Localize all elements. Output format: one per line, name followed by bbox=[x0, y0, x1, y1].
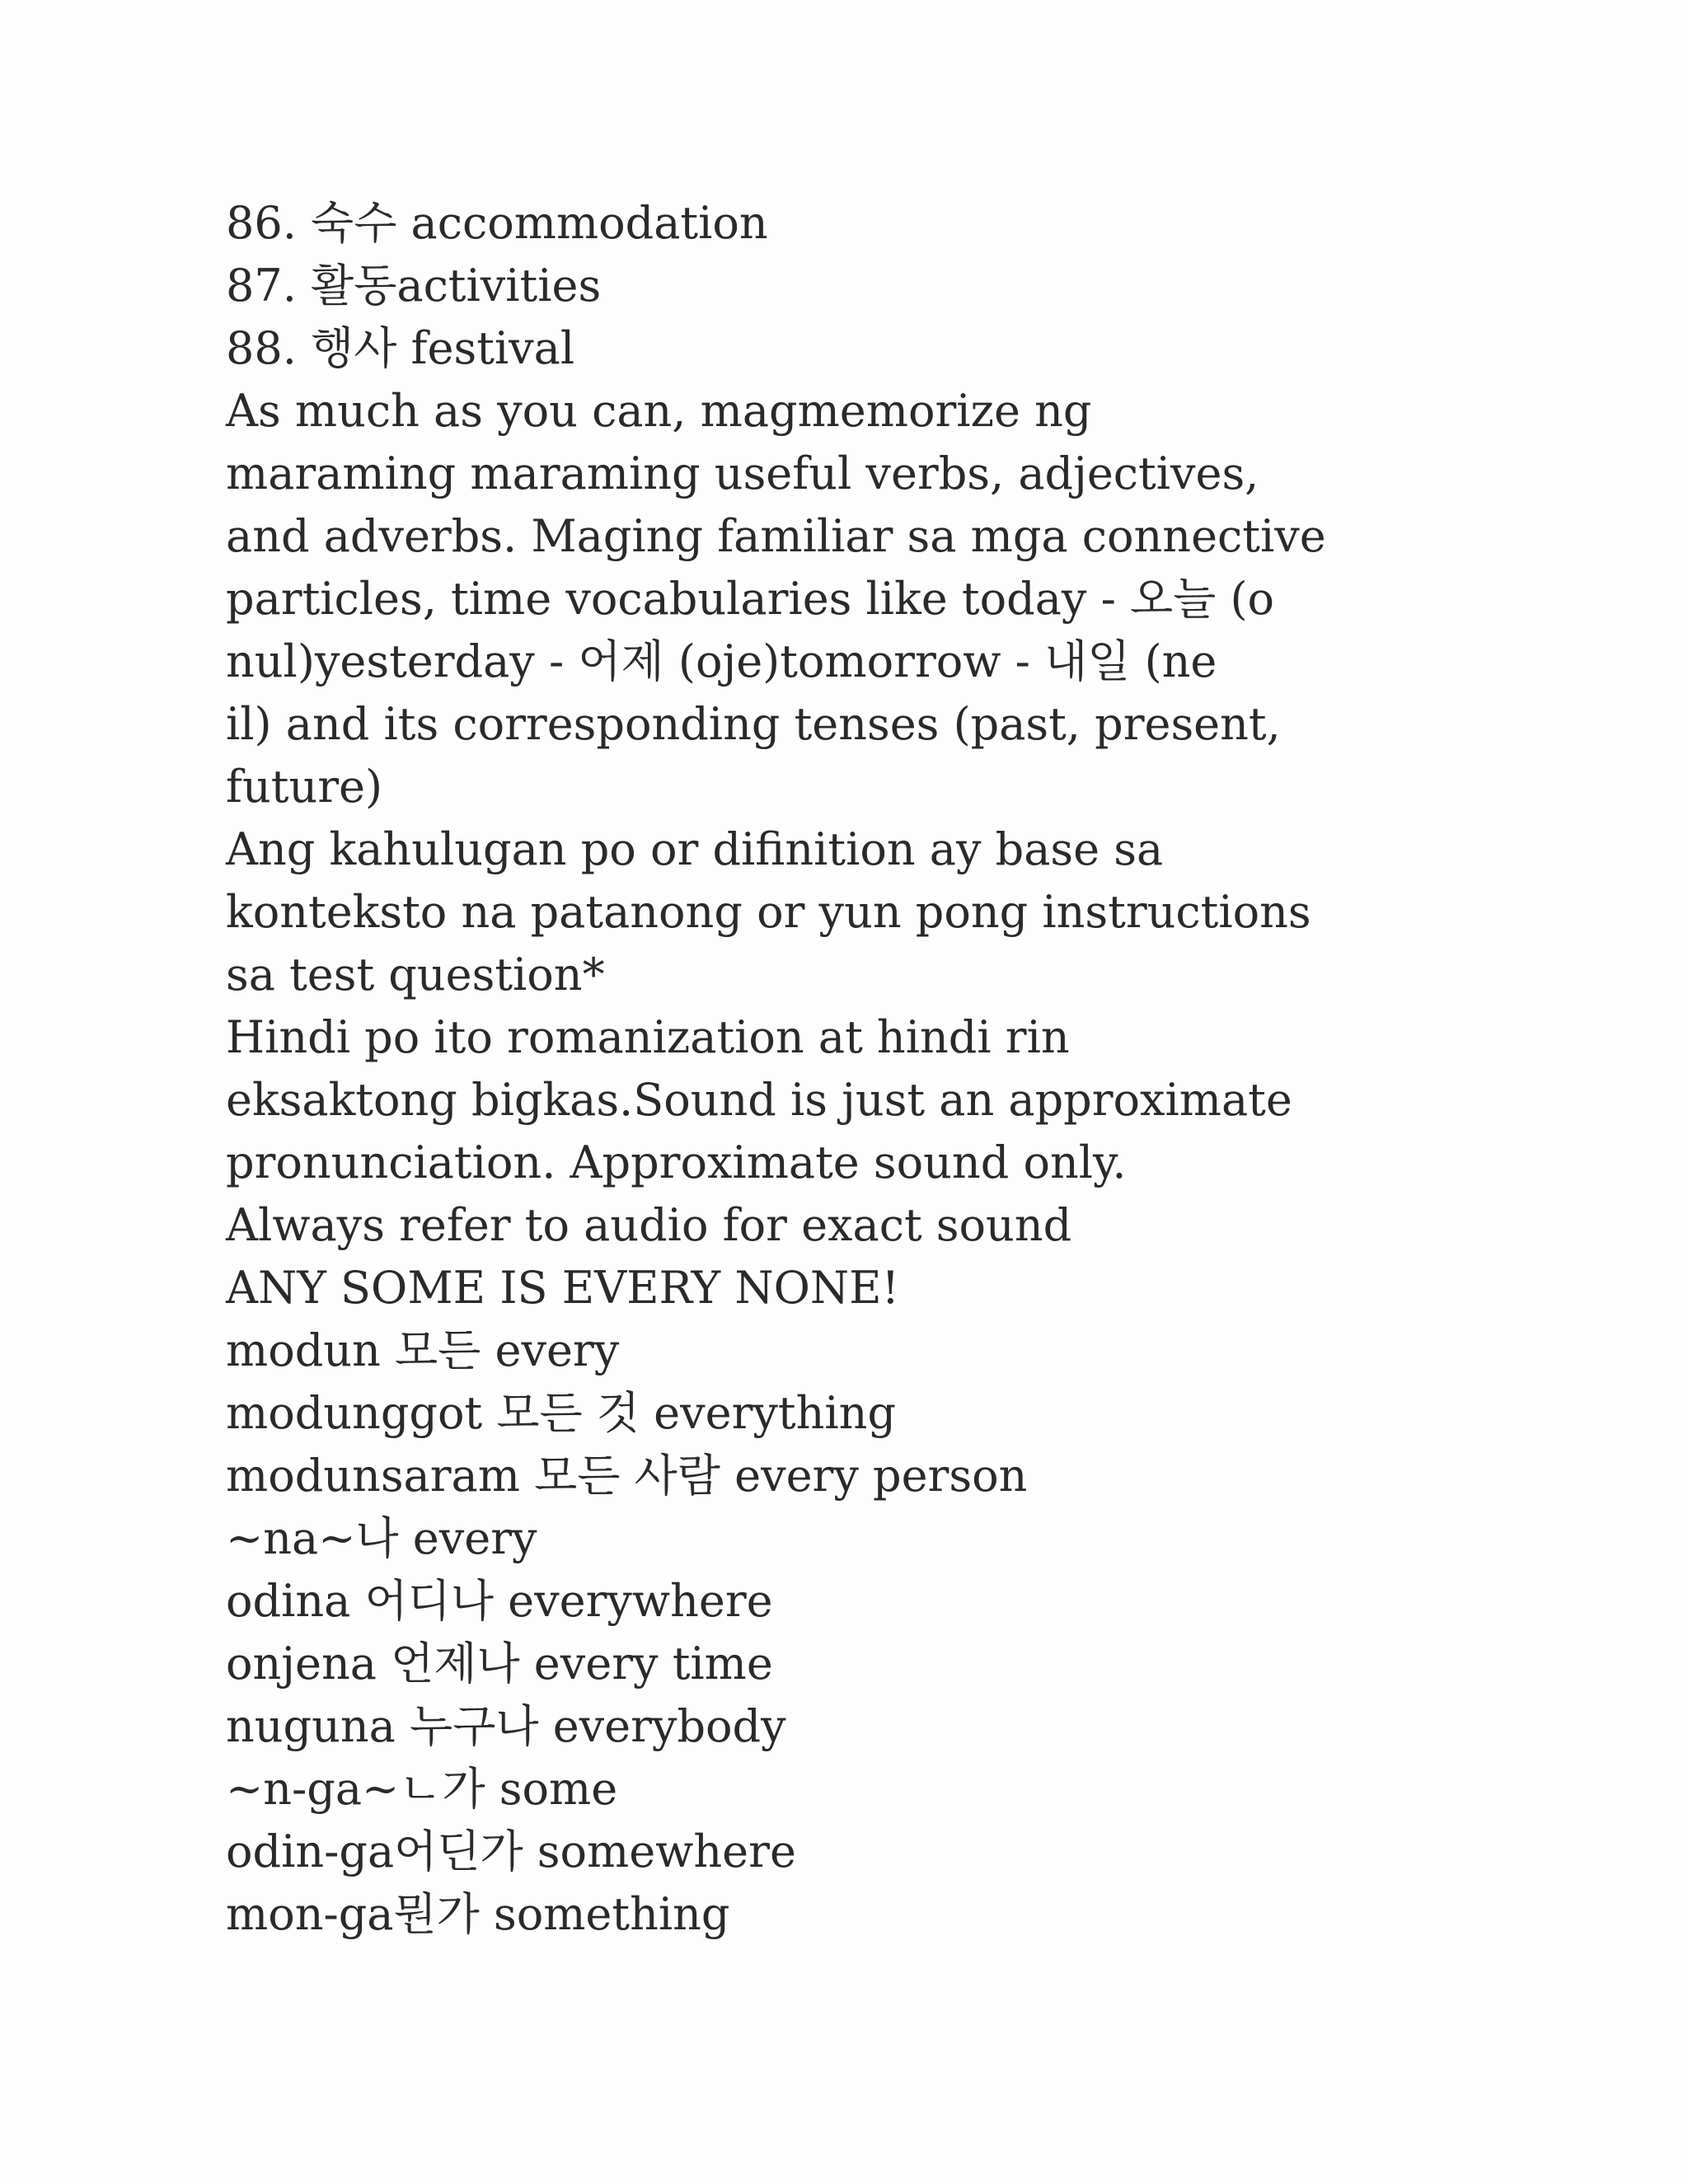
text-line-88-festival: 88. 행사 festival bbox=[226, 322, 575, 374]
text-line-87-activities: 87. 활동activities bbox=[226, 260, 602, 312]
vocabulary-notes bbox=[226, 192, 1479, 1946]
vocab-entry-every-person: modunsaram 모든 사람 every person bbox=[226, 1450, 1028, 1502]
paragraph-definition-line-1: Ang kahulugan po or difinition ay base sa bbox=[226, 823, 1164, 875]
paragraph-definition-line-2: konteksto na patanong or yun pong instructions bbox=[226, 886, 1311, 938]
vocab-entry-everywhere: odina 어디나 everywhere bbox=[226, 1575, 773, 1627]
paragraph-memorize-line-5: nul)yesterday - 어제 (oje)tomorrow - 내일 (ne bbox=[226, 635, 1217, 687]
paragraph-pronunciation-line-4: Always refer to audio for exact sound bbox=[226, 1199, 1072, 1251]
paragraph-pronunciation-line-2: eksaktong bigkas.Sound is just an approximate bbox=[226, 1074, 1292, 1126]
section-heading: ANY SOME IS EVERY NONE! bbox=[226, 1262, 900, 1314]
vocab-entry-every-time: onjena 언제나 every time bbox=[226, 1638, 773, 1690]
paragraph-definition-line-3: sa test question* bbox=[226, 949, 605, 1001]
paragraph-memorize-line-1: As much as you can, magmemorize ng bbox=[226, 385, 1092, 437]
vocab-entry-somewhere: odin-ga어딘가 somewhere bbox=[226, 1825, 796, 1877]
vocab-entry-na-every: ~na~나 every bbox=[226, 1512, 537, 1564]
paragraph-pronunciation-line-3: pronunciation. Approximate sound only. bbox=[226, 1137, 1127, 1188]
paragraph-memorize-line-3: and adverbs. Maging familiar sa mga connective bbox=[226, 510, 1326, 562]
vocab-entry-everybody: nuguna 누구나 everybody bbox=[226, 1700, 786, 1752]
vocab-entry-something: mon-ga뭔가 something bbox=[226, 1888, 730, 1940]
vocab-entry-everything: modunggot 모든 것 everything bbox=[226, 1387, 897, 1439]
paragraph-memorize-line-2: maraming maraming useful verbs, adjectives, bbox=[226, 448, 1259, 499]
paragraph-memorize-line-7: future) bbox=[226, 761, 383, 813]
vocab-entry-n-ga-some: ~n-ga~ㄴ가 some bbox=[226, 1763, 618, 1815]
vocab-entry-every: modun 모든 every bbox=[226, 1324, 620, 1376]
paragraph-pronunciation-line-1: Hindi po ito romanization at hindi rin bbox=[226, 1011, 1070, 1063]
paragraph-memorize-line-4: particles, time vocabularies like today - 오늘 (o bbox=[226, 573, 1275, 625]
text-line-86-accommodation: 86. 숙수 accommodation bbox=[226, 197, 768, 249]
paragraph-memorize-line-6: il) and its corresponding tenses (past, present, bbox=[226, 698, 1281, 750]
